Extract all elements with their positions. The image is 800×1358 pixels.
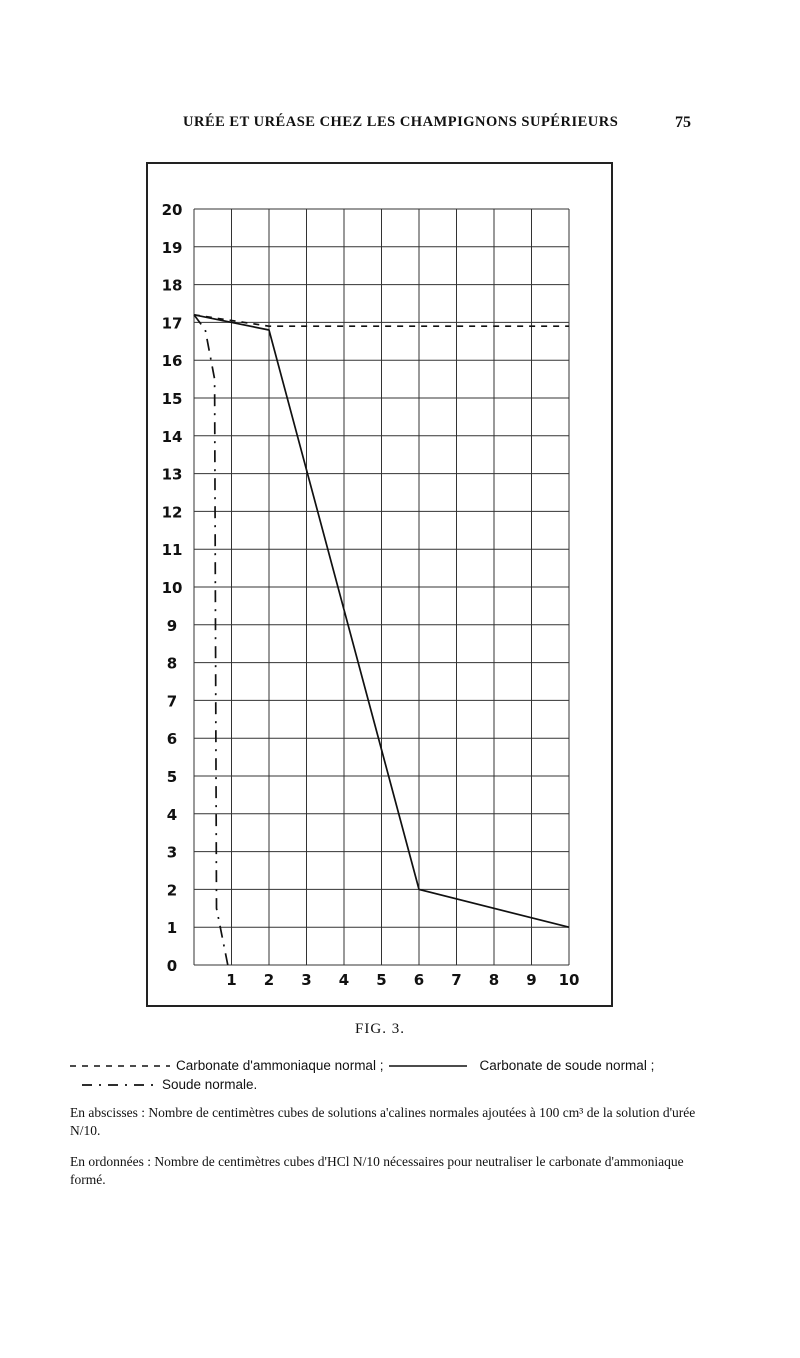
y-tick-label: 19 [161, 238, 183, 257]
y-tick-label: 18 [161, 276, 183, 295]
y-tick-label: 3 [166, 843, 178, 862]
x-tick-label: 3 [301, 971, 312, 989]
page-number: 75 [675, 114, 691, 131]
y-tick-label: 17 [161, 314, 183, 333]
y-tick-label: 1 [166, 919, 178, 938]
y-tick-label: 6 [166, 730, 178, 749]
y-tick-label: 2 [166, 881, 178, 900]
y-tick-label: 5 [166, 768, 178, 786]
legend-label-carbonate-ammoniaque: Carbonate d'ammoniaque normal ; [176, 1058, 384, 1073]
x-tick-label: 2 [263, 971, 275, 989]
y-axis-note: En ordonnées : Nombre de centimètres cubes d'HCl N/10 nécessaires pour neutraliser le carbonate d'ammoniaque formé. [70, 1154, 684, 1187]
y-tick-label: 11 [161, 541, 183, 560]
legend-label-soude: Soude normale. [162, 1077, 258, 1092]
chart [148, 164, 611, 1005]
x-tick-label: 7 [451, 971, 462, 989]
legend [70, 1056, 710, 1094]
y-tick-label: 0 [166, 957, 178, 975]
x-tick-label: 8 [488, 971, 500, 989]
x-tick-label: 1 [226, 971, 237, 989]
y-tick-label: 14 [161, 427, 183, 446]
legend-swatch-dashdot [70, 1080, 156, 1090]
running-header: URÉE ET URÉASE CHEZ LES CHAMPIGNONS SUPÉRIEURS [183, 114, 619, 130]
chart-grid [194, 209, 569, 965]
y-tick-label: 10 [161, 579, 183, 597]
legend-label-carbonate-soude: Carbonate de soude normal ; [479, 1058, 655, 1073]
x-tick-label: 4 [338, 971, 350, 989]
figure-caption: FIG. 3. [355, 1021, 405, 1037]
y-tick-label: 15 [161, 390, 183, 408]
x-tick-label: 6 [413, 971, 425, 989]
x-tick-labels [226, 971, 579, 989]
y-tick-label: 4 [166, 805, 178, 824]
y-tick-label: 16 [161, 352, 183, 371]
x-axis-note: En abscisses : Nombre de centimètres cubes de solutions a'calines normales ajoutées à 100 cm³ de la solution d'urée N/10. [70, 1105, 696, 1138]
legend-swatch-solid [389, 1061, 467, 1071]
legend-swatch-dashed [70, 1061, 170, 1071]
y-tick-labels [162, 201, 183, 975]
legend-row-1 [70, 1056, 710, 1075]
y-tick-label: 13 [161, 465, 183, 484]
x-tick-label: 9 [526, 971, 537, 989]
y-tick-label: 20 [161, 201, 183, 219]
x-tick-label: 10 [558, 971, 580, 989]
y-tick-label: 8 [166, 654, 178, 673]
y-tick-label: 12 [161, 503, 183, 522]
series-line-3 [194, 315, 228, 965]
y-tick-label: 9 [166, 616, 178, 635]
x-tick-label: 5 [376, 971, 387, 989]
y-tick-label: 7 [166, 692, 178, 711]
legend-row-2 [70, 1075, 710, 1094]
figure-frame [146, 162, 613, 1007]
